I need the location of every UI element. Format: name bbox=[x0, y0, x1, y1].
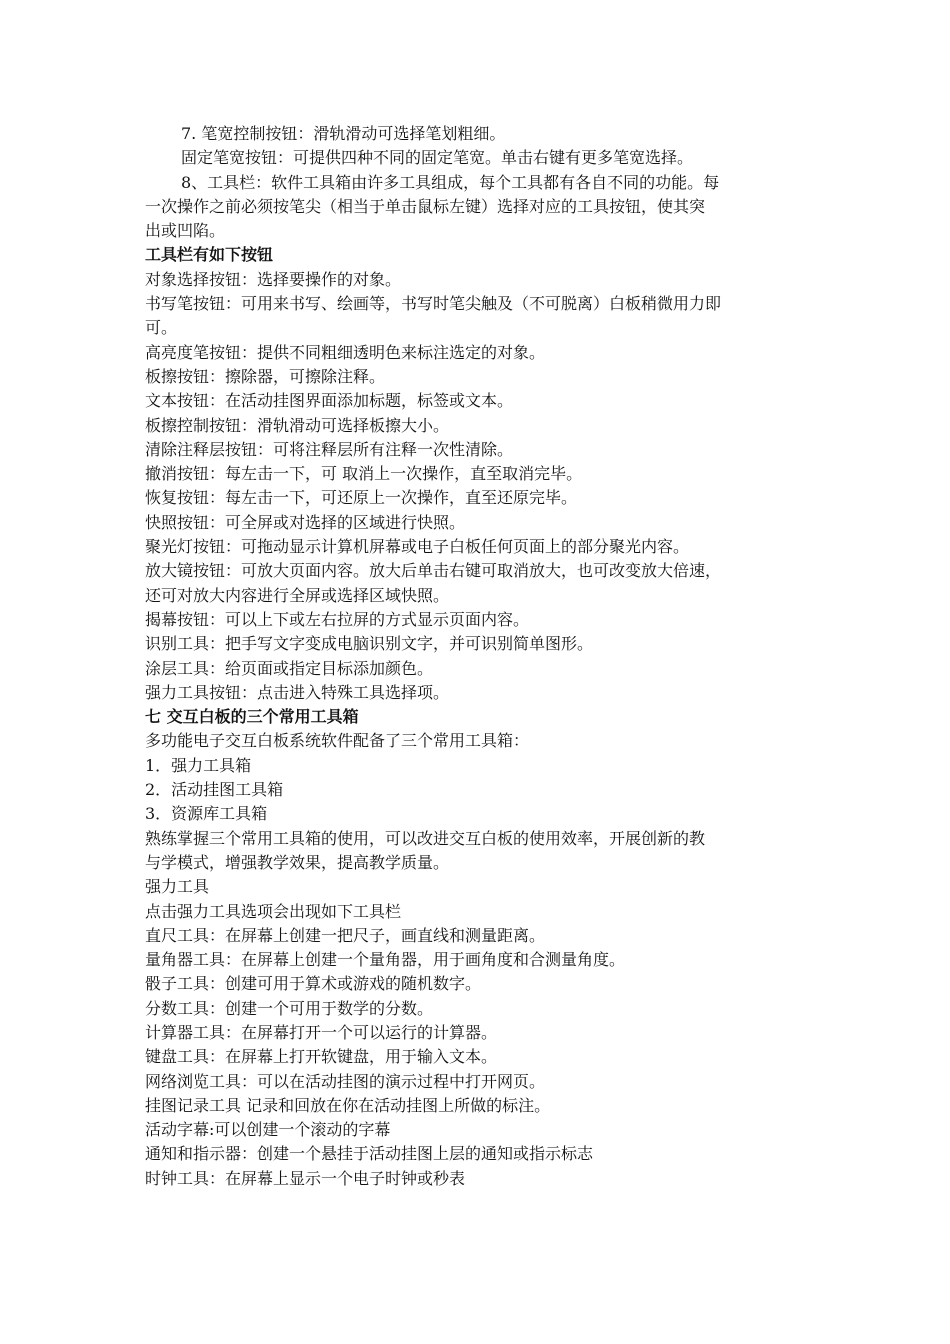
list-item: 恢复按钮：每左击一下，可还原上一次操作，直至还原完毕。 bbox=[145, 488, 578, 508]
list-item: 量角器工具：在屏幕上创建一个量角器，用于画角度和合测量角度。 bbox=[145, 950, 626, 970]
list-item: 1．强力工具箱 bbox=[145, 755, 252, 775]
list-item: 时钟工具：在屏幕上显示一个电子时钟或秒表 bbox=[145, 1168, 466, 1188]
list-item-cont: 还可对放大内容进行全屏或选择区域快照。 bbox=[145, 585, 450, 605]
list-item: 清除注释层按钮：可将注释层所有注释一次性清除。 bbox=[145, 439, 514, 459]
list-item: 挂图记录工具 记录和回放在你在活动挂图上所做的标注。 bbox=[145, 1095, 551, 1115]
list-item: 3．资源库工具箱 bbox=[145, 804, 268, 824]
list-item: 板擦按钮：擦除器，可擦除注释。 bbox=[145, 366, 386, 386]
list-item: 对象选择按钮：选择要操作的对象。 bbox=[145, 269, 402, 289]
list-item: 涂层工具：给页面或指定目标添加颜色。 bbox=[145, 658, 434, 678]
section-heading-toolbar-buttons: 工具栏有如下按钮 bbox=[145, 245, 274, 265]
list-item: 揭幕按钮：可以上下或左右拉屏的方式显示页面内容。 bbox=[145, 609, 530, 629]
list-item: 网络浏览工具：可以在活动挂图的演示过程中打开网页。 bbox=[145, 1071, 546, 1091]
paragraph-toolbar-intro-cont: 一次操作之前必须按笔尖（相当于单击鼠标左键）选择对应的工具按钮，使其突 bbox=[145, 196, 706, 216]
list-item: 高亮度笔按钮：提供不同粗细透明色来标注选定的对象。 bbox=[145, 342, 546, 362]
list-item: 计算器工具：在屏幕打开一个可以运行的计算器。 bbox=[145, 1022, 498, 1042]
subheading-power-tools: 强力工具 bbox=[145, 877, 210, 897]
list-item: 快照按钮：可全屏或对选择的区域进行快照。 bbox=[145, 512, 466, 532]
paragraph: 熟练掌握三个常用工具箱的使用，可以改进交互白板的使用效率，开展创新的教 bbox=[145, 828, 706, 848]
list-item: 文本按钮：在活动挂图界面添加标题，标签或文本。 bbox=[145, 391, 514, 411]
list-item: 骰子工具：创建可用于算术或游戏的随机数字。 bbox=[145, 974, 482, 994]
list-item: 识别工具：把手写文字变成电脑识别文字，并可识别简单图形。 bbox=[145, 634, 594, 654]
paragraph-pen-width-control: 7. 笔宽控制按钮：滑轨滑动可选择笔划粗细。 bbox=[181, 124, 506, 143]
list-item: 聚光灯按钮：可拖动显示计算机屏幕或电子白板任何页面上的部分聚光内容。 bbox=[145, 537, 690, 557]
paragraph: 点击强力工具选项会出现如下工具栏 bbox=[145, 901, 402, 921]
paragraph-cont: 与学模式，增强教学效果，提高教学质量。 bbox=[145, 852, 450, 872]
list-item: 2．活动挂图工具箱 bbox=[145, 780, 284, 800]
list-item: 书写笔按钮：可用来书写、绘画等，书写时笔尖触及（不可脱离）白板稍微用力即 bbox=[145, 294, 722, 314]
list-item: 通知和指示器：创建一个悬挂于活动挂图上层的通知或指示标志 bbox=[145, 1144, 594, 1164]
list-item: 撤消按钮：每左击一下，可 取消上一次操作，直至取消完毕。 bbox=[145, 464, 583, 484]
paragraph-fixed-pen-width: 固定笔宽按钮：可提供四种不同的固定笔宽。单击右键有更多笔宽选择。 bbox=[181, 148, 694, 168]
list-item: 直尺工具：在屏幕上创建一把尺子，画直线和测量距离。 bbox=[145, 925, 546, 945]
list-item: 板擦控制按钮：滑轨滑动可选择板擦大小。 bbox=[145, 415, 450, 435]
list-item: 活动字幕:可以创建一个滚动的字幕 bbox=[145, 1120, 391, 1140]
list-item: 键盘工具：在屏幕上打开软键盘，用于输入文本。 bbox=[145, 1047, 498, 1067]
paragraph-toolbar-intro-cont: 出或凹陷。 bbox=[145, 221, 226, 241]
paragraph-toolbar-intro: 8、工具栏：软件工具箱由许多工具组成，每个工具都有各自不同的功能。每 bbox=[181, 172, 720, 192]
list-item: 放大镜按钮：可放大页面内容。放大后单击右键可取消放大，也可改变放大倍速， bbox=[145, 561, 722, 581]
section-heading-three-toolboxes: 七 交互白板的三个常用工具箱 bbox=[145, 707, 359, 727]
list-item-cont: 可。 bbox=[145, 318, 178, 338]
list-item: 强力工具按钮：点击进入特殊工具选择项。 bbox=[145, 682, 450, 702]
paragraph: 多功能电子交互白板系统软件配备了三个常用工具箱： bbox=[145, 731, 530, 751]
document-page bbox=[145, 122, 825, 1191]
list-item: 分数工具：创建一个可用于数学的分数。 bbox=[145, 998, 434, 1018]
